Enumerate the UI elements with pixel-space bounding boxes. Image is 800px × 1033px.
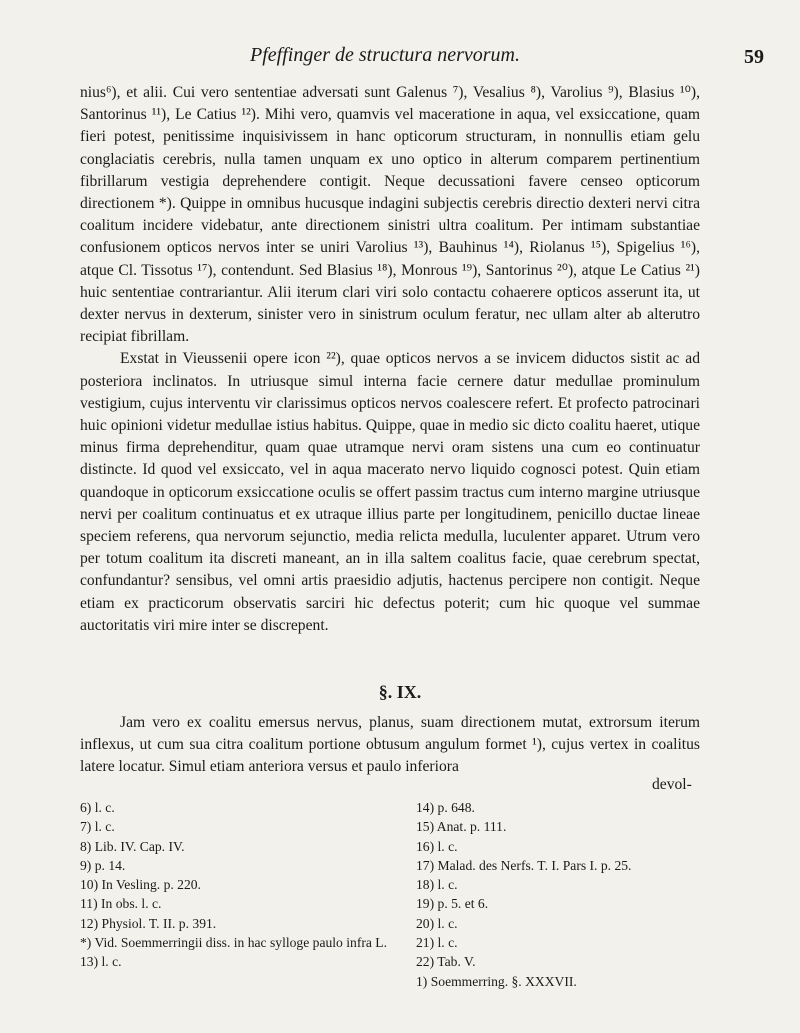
footnote: 7) l. c. [80, 819, 115, 835]
footnote: 10) In Vesling. p. 220. [80, 877, 201, 893]
footnote: 17) Malad. des Nerfs. T. I. Pars I. p. 25. [416, 857, 632, 873]
footnote: 14) p. 648. [416, 800, 475, 815]
catchword: devol- [652, 776, 692, 793]
paragraph-3: Jam vero ex coalitu emersus nervus, planus, suam directionem mutat, extrorsum iterum inflexus, ut cum sua citra coalitum portione obtusum angulum formet ¹), cujus vertex in coalitus latere locatur. Simul etiam anteriora versus et paulo inferiora [80, 714, 700, 776]
section-text [80, 712, 700, 779]
footnote: 19) p. 5. et 6. [416, 896, 489, 912]
footnotes-left [80, 798, 400, 972]
page-header [0, 44, 800, 74]
footnote: 8) Lib. IV. Cap. IV. [80, 838, 185, 854]
footnote: 20) l. c. [416, 915, 458, 931]
footnote: 9) p. 14. [80, 857, 126, 873]
footnote: 12) Physiol. T. II. p. 391. [80, 915, 217, 931]
footnote: 22) Tab. V. [416, 954, 476, 970]
footnote: 11) In obs. l. c. [80, 896, 162, 912]
paragraph-2: Exstat in Vieussenii opere icon ²²), quae opticos nervos a se invicem diductos sistit ac ad posteriora inclinatos. In utriusque simul interna facie cernere datur medullae prominulum vestigium, cujus interventu vir clarissimus opticos nervos coalescere refert. Et profecto patrocinari huic opinioni videtur medullae istius habitus. Quippe, quae in medio sic dicto coalitu haeret, utique minus firma deprehenditur, quam quae utramque nervi oram sistens una cum eo continuatur distincte. Id quod vel exsiccato, vel in aqua macerato nervo liquido cognosci potest. Quin etiam quandoque in opticorum exsiccatione oculis se offert passim tractus cum interno margine utriusque nervi per coalitum continuatus et ex utraque illius parte per longitudinem, penicillo ductae lineae speciem referens, qua nervorum sejunctio, media relicta medulla, luculenter apparet. Utrum vero per totum coalitum ita discreti maneant, an in illa saltem coalitus facie, quae cerebrum spectat, confundantur? sensibus, vel omni artis praesidio adjutis, hactenus percipere non contigit. Neque etiam ex practicorum observatis sarciri hic defectus poterit; cum hic quoque vel summae auctoritatis viri mire inter se discrepent. [80, 350, 700, 634]
paragraph-1: nius⁶), et alii. Cui vero sententiae adversati sunt Galenus ⁷), Vesalius ⁸), Varolius ⁹), Blasius ¹⁰), Santorinus ¹¹), Le Catius ¹²). Mihi vero, quamvis vel maceratione in aqua, vel exsiccatione, quam fieri potest, penitissime inquisivissem in hanc opticorum structuram, in nonnullis etiam gelu conglaciatis cerebris, nulla tamen unquam ex uno optico in alterum comparem pertinentium fibrillarum vestigia deprehendere contigit. Neque decussationi favere censeo opticorum directionem *). Quippe in omnibus hucusque indagini subjectis cerebris directio dexteri nervi citra coalitum incidere videbatur, ante directionem sinistri ultra coalitum. Per intimam substantiae confusionem opticos nervos inter se uniri Varolius ¹³), Bauhinus ¹⁴), Riolanus ¹⁵), Spigelius ¹⁶), atque Cl. Tissotus ¹⁷), contendunt. Sed Blasius ¹⁸), Monrous ¹⁹), Santorinus ²⁰), atque Le Catius ²¹) huic sententiae contrariantur. Alii iterum clari viri solo contactu cohaerere opticos asserunt ita, ut dexter nervus in dexterum, sinister vero in sinistrum oculum feratur, nec ullam alter ab alterutro recipiat fibrillam. [80, 84, 700, 346]
page-number: 59 [744, 46, 764, 68]
footnote: 18) l. c. [416, 877, 458, 893]
footnote: 15) Anat. p. 111. [416, 819, 507, 835]
footnote: 13) l. c. [80, 954, 122, 970]
section-heading: §. IX. [378, 682, 422, 702]
footnote: 21) l. c. [416, 935, 458, 951]
footnote: 1) Soemmerring. §. XXXVII. [416, 973, 577, 989]
footnotes-right [416, 798, 716, 991]
main-text [80, 82, 700, 637]
footnote: *) Vid. Soemmerringii diss. in hac sylloge paulo infra L. [80, 935, 388, 951]
footnote: 16) l. c. [416, 838, 458, 854]
running-title: Pfeffinger de structura nervorum. [250, 44, 520, 66]
footnote: 6) l. c. [80, 800, 115, 815]
